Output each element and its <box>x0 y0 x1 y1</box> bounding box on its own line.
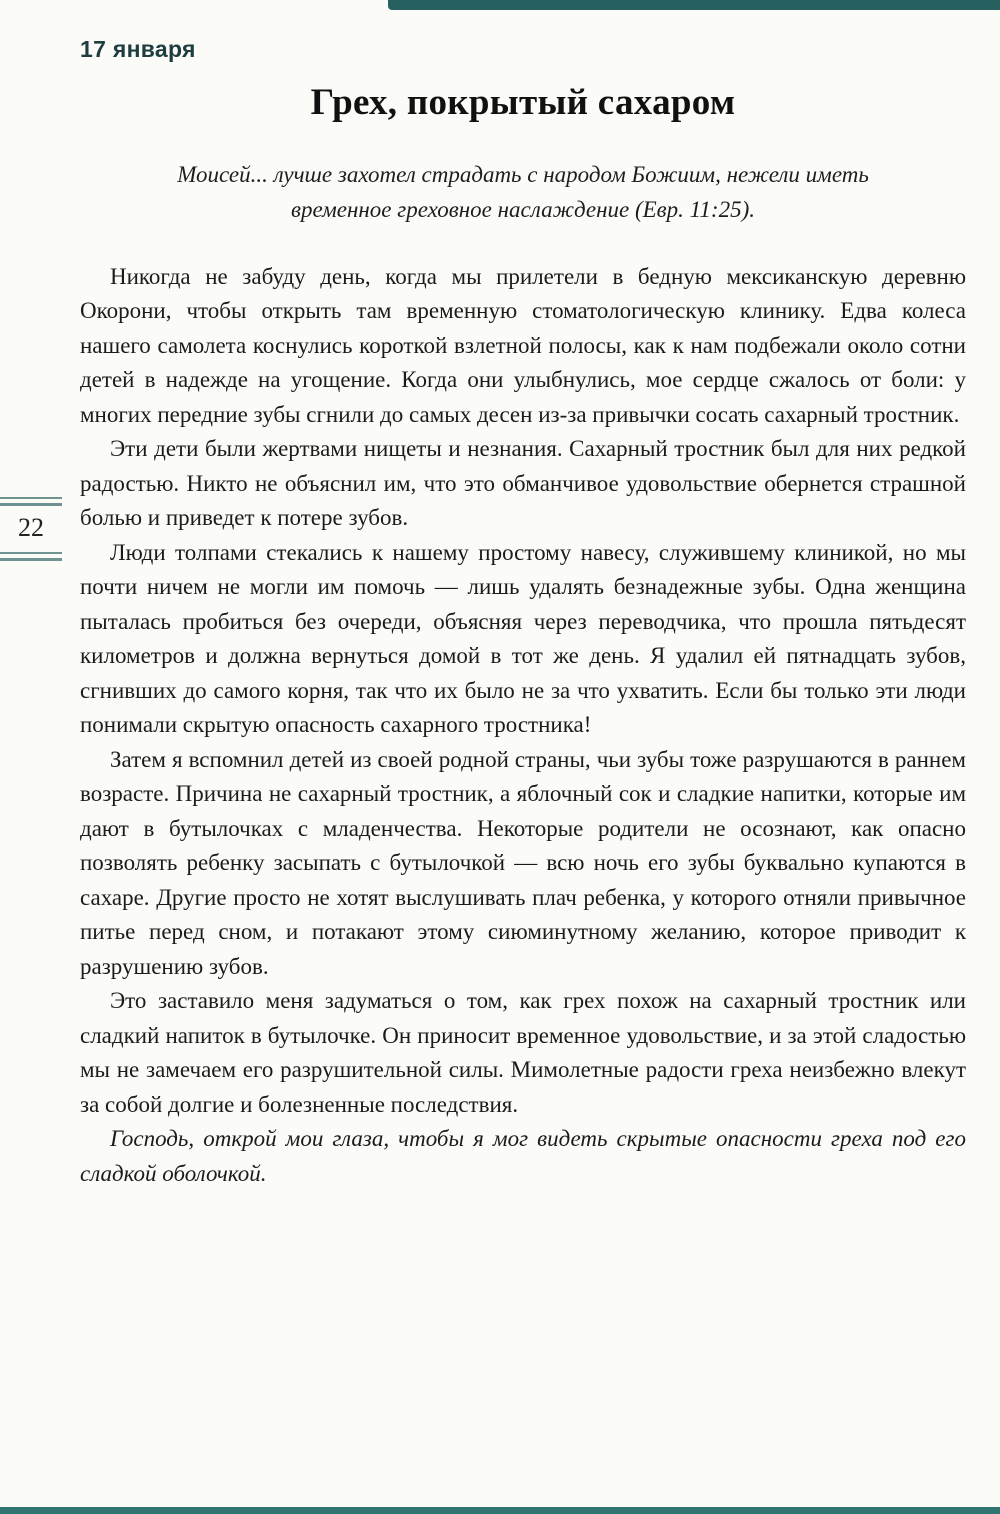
paragraph: Это заставило меня задуматься о том, как грех похож на сахарный тростник или сладкий напиток в бутылочке. Он приносит временное удовольствие, и за этой сладостью мы не замечаем его разрушительной силы. Мимолетные радости греха неизбежно влекут за собой долгие и болезненные последствия. <box>80 988 966 1117</box>
page-number-rule-top <box>0 497 62 506</box>
date-label: 17 января <box>80 36 196 62</box>
paragraph: Никогда не забуду день, когда мы прилетели в бедную мексиканскую деревню Окорони, чтобы открыть там временную стоматологическую клинику. Едва колеса нашего самолета коснулись короткой взлетной полосы, как к нам подбежали около сотни детей в надежде на угощение. Когда они улыбнулись, мое сердце сжалось от боли: у многих передние зубы сгнили до самых десен из-за привычки сосать сахарный тростник. <box>80 263 966 427</box>
prayer-paragraph: Господь, открой мои глаза, чтобы я мог видеть скрытые опасности греха под его сладкой оболочкой. <box>80 1126 966 1186</box>
paragraph: Эти дети были жертвами нищеты и незнания. Сахарный тростник был для них редкой радостью. Никто не объяснил им, что это обманчивое удовольствие обернется страшной болью и приведет к потере зубов. <box>80 436 966 531</box>
page-number-rule-bottom <box>0 552 62 561</box>
page-title: Грех, покрытый сахаром <box>310 82 736 123</box>
page-content <box>80 36 966 1191</box>
page-edge-strip-bottom <box>0 1507 1000 1514</box>
page-number: 22 <box>18 513 44 542</box>
page-number-block <box>0 497 62 561</box>
paragraph: Люди толпами стекались к нашему простому навесу, служившему клиникой, но мы почти ничем не могли им помочь — лишь удалять безнадежные зубы. Одна женщина пыталась пробиться без очереди, объясняя через переводчика, что прошла пятьдесят километров и должна вернуться домой в тот же день. Я удалил ей пятнадцать зубов, сгнивших до самого корня, так что их было не за что ухватить. Если бы только эти люди понимали скрытую опасность сахарного тростника! <box>80 539 966 738</box>
page-edge-strip-top <box>388 0 1000 10</box>
body-text <box>80 260 966 1192</box>
epigraph-verse: Моисей... лучше захотел страдать с народом Божиим, нежели иметь временное греховное наслаждение (Евр. 11:25). <box>177 162 869 222</box>
paragraph: Затем я вспомнил детей из своей родной страны, чьи зубы тоже разрушаются в раннем возрасте. Причина не сахарный тростник, а яблочный сок и сладкие напитки, которые им дают в бутылочках с младенчества. Некоторые родители не осознают, как опасно позволять ребенку засыпать с бутылочкой — всю ночь его зубы буквально купаются в сахаре. Другие просто не хотят выслушивать плач ребенка, у которого отняли привычное питье перед сном, и потакают этому сиюминутному желанию, которое приводит к разрушению зубов. <box>80 746 966 979</box>
